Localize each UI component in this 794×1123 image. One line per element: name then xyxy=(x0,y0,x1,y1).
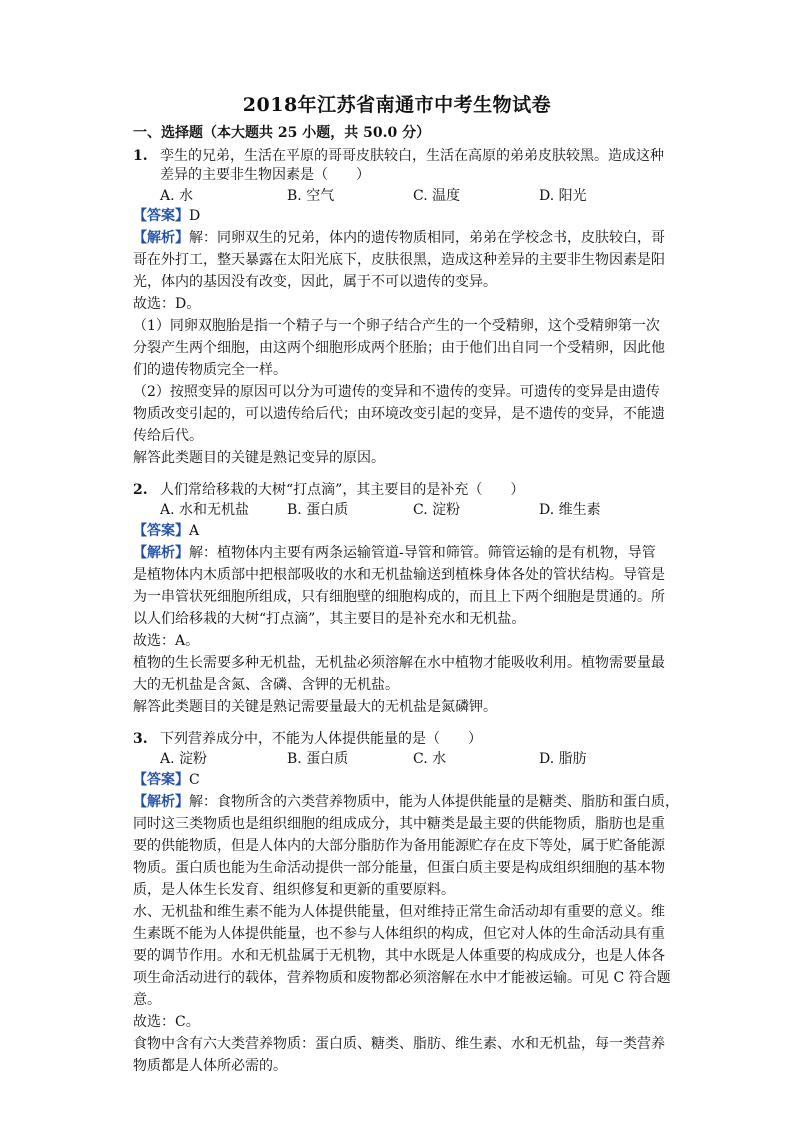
analysis-line: 故选：C。 xyxy=(133,1014,200,1030)
question-stem-line: 差异的主要非生物因素是（ ） xyxy=(160,167,370,183)
question-stem-line: 下列营养成分中，不能为人体提供能量的是（ ） xyxy=(160,731,482,747)
analysis-line: 们的遗传物质完全一样。 xyxy=(133,362,287,378)
option-a: A. 淀粉 xyxy=(160,751,208,767)
analysis-line: 物质都是人体所必需的。 xyxy=(133,1058,287,1074)
analysis-label: 【解析】 xyxy=(133,230,189,246)
analysis-text: 解：同卵双生的兄弟，体内的遗传物质相同，弟弟在学校念书，皮肤较白，哥 xyxy=(189,230,665,246)
question-number: 3. xyxy=(133,731,148,747)
analysis-line: 传给后代。 xyxy=(133,428,203,444)
analysis-line: 生素既不能为人体提供能量，也不参与人体组织的构成，但它对人体的生命活动具有重 xyxy=(133,926,665,942)
page-title: 2018年江苏省南通市中考生物试卷 xyxy=(242,94,552,116)
analysis-line: 分裂产生两个细胞，由这两个细胞形成两个胚胎；由于他们出自同一个受精卵，因此他 xyxy=(133,340,665,356)
analysis-line: 是植物体内木质部中把根部吸收的水和无机盐输送到植株身体各处的管状结构。导管是 xyxy=(133,567,665,583)
analysis-line: 要的调节作用。水和无机盐属于无机物，其中水既是人体重要的构成成分，也是人体各 xyxy=(133,948,665,964)
analysis-line: 故选：A。 xyxy=(133,633,200,649)
analysis-line: 物质改变引起的，可以遗传给后代；由环境改变引起的变异，是不遗传的变异，不能遗 xyxy=(133,406,665,422)
analysis-line xyxy=(133,542,656,564)
analysis-line: 要的供能物质，但是人体内的大部分脂肪作为备用能源贮存在皮下等处，属于贮备能源 xyxy=(133,838,665,854)
analysis-line: 解答此类题目的关键是熟记变异的原因。 xyxy=(133,450,385,466)
analysis-line: 水、无机盐和维生素不能为人体提供能量，但对维持正常生命活动却有重要的意义。维 xyxy=(133,904,665,920)
analysis-line: 植物的生长需要多种无机盐，无机盐必须溶解在水中植物才能吸收利用。植物需要量最 xyxy=(133,655,665,671)
answer-line xyxy=(133,769,200,791)
analysis-line: （2）按照变异的原因可以分为可遗传的变异和不遗传的变异。可遗传的变异是由遗传 xyxy=(133,384,660,400)
analysis-line: 为一串管状死细胞所组成，只有细胞壁的细胞构成的，而且上下两个细胞是贯通的。所 xyxy=(133,589,665,605)
analysis-label: 【解析】 xyxy=(133,794,189,810)
analysis-text: 解：食物所含的六类营养物质中，能为人体提供能量的是糖类、脂肪和蛋白质， xyxy=(189,794,679,810)
option-c: C. 水 xyxy=(413,751,447,767)
analysis-line: 项生命活动进行的载体，营养物质和废物都必须溶解在水中才能被运输。可见 C 符合题 xyxy=(133,970,671,986)
answer-value: D xyxy=(189,208,201,224)
analysis-line: 以人们给移栽的大树“打点滴”，其主要目的是补充水和无机盐。 xyxy=(133,611,526,627)
analysis-line xyxy=(133,791,679,813)
question-number: 2. xyxy=(133,482,148,498)
question-number: 1. xyxy=(133,148,148,164)
answer-label: 【答案】 xyxy=(133,772,189,788)
option-a: A. 水 xyxy=(160,188,194,204)
analysis-label: 【解析】 xyxy=(133,545,189,561)
option-c: C. 温度 xyxy=(413,188,461,204)
answer-value: A xyxy=(189,523,200,539)
option-d: D. 维生素 xyxy=(539,502,601,518)
analysis-line: 大的无机盐是含氮、含磷、含钾的无机盐。 xyxy=(133,677,399,693)
analysis-line: 光，体内的基因没有改变，因此，属于不可以遗传的变异。 xyxy=(133,274,497,290)
answer-label: 【答案】 xyxy=(133,523,189,539)
analysis-line: 物质。蛋白质也能为生命活动提供一部分能量，但蛋白质主要是构成组织细胞的基本物 xyxy=(133,860,665,876)
analysis-line: 食物中含有六大类营养物质：蛋白质、糖类、脂肪、维生素、水和无机盐，每一类营养 xyxy=(133,1036,665,1052)
answer-line xyxy=(133,520,199,542)
analysis-line: 质，是人体生长发育、组织修复和更新的重要原料。 xyxy=(133,882,455,898)
option-b: B. 蛋白质 xyxy=(287,751,349,767)
answer-value: C xyxy=(189,772,200,788)
option-c: C. 淀粉 xyxy=(413,502,461,518)
analysis-line: 解答此类题目的关键是熟记需要量最大的无机盐是氮磷钾。 xyxy=(133,699,497,715)
analysis-line: 同时这三类物质也是组织细胞的组成成分，其中糖类是最主要的供能物质，脂肪也是重 xyxy=(133,816,665,832)
option-b: B. 蛋白质 xyxy=(287,502,349,518)
option-d: D. 脂肪 xyxy=(539,751,587,767)
question-stem-line: 孪生的兄弟，生活在平原的哥哥皮肤较白，生活在高原的弟弟皮肤较黑。造成这种 xyxy=(160,148,664,164)
analysis-line: （1）同卵双胞胎是指一个精子与一个卵子结合产生的一个受精卵，这个受精卵第一次 xyxy=(133,318,660,334)
answer-line xyxy=(133,205,200,227)
option-b: B. 空气 xyxy=(287,188,335,204)
question-stem-line: 人们常给移栽的大树“打点滴”，其主要目的是补充（ ） xyxy=(160,482,525,498)
option-d: D. 阳光 xyxy=(539,188,587,204)
analysis-line: 意。 xyxy=(133,992,161,1008)
section-heading: 一、选择题（本大题共 25 小题，共 50.0 分） xyxy=(133,125,431,141)
analysis-line xyxy=(133,227,665,249)
analysis-text: 解：植物体内主要有两条运输管道-导管和筛管。筛管运输的是有机物，导管 xyxy=(189,545,656,561)
answer-label: 【答案】 xyxy=(133,208,189,224)
analysis-line: 哥在外打工，整天暴露在太阳光底下，皮肤很黑，造成这种差异的主要非生物因素是阳 xyxy=(133,252,665,268)
analysis-line: 故选：D。 xyxy=(133,296,201,312)
option-a: A. 水和无机盐 xyxy=(160,502,250,518)
